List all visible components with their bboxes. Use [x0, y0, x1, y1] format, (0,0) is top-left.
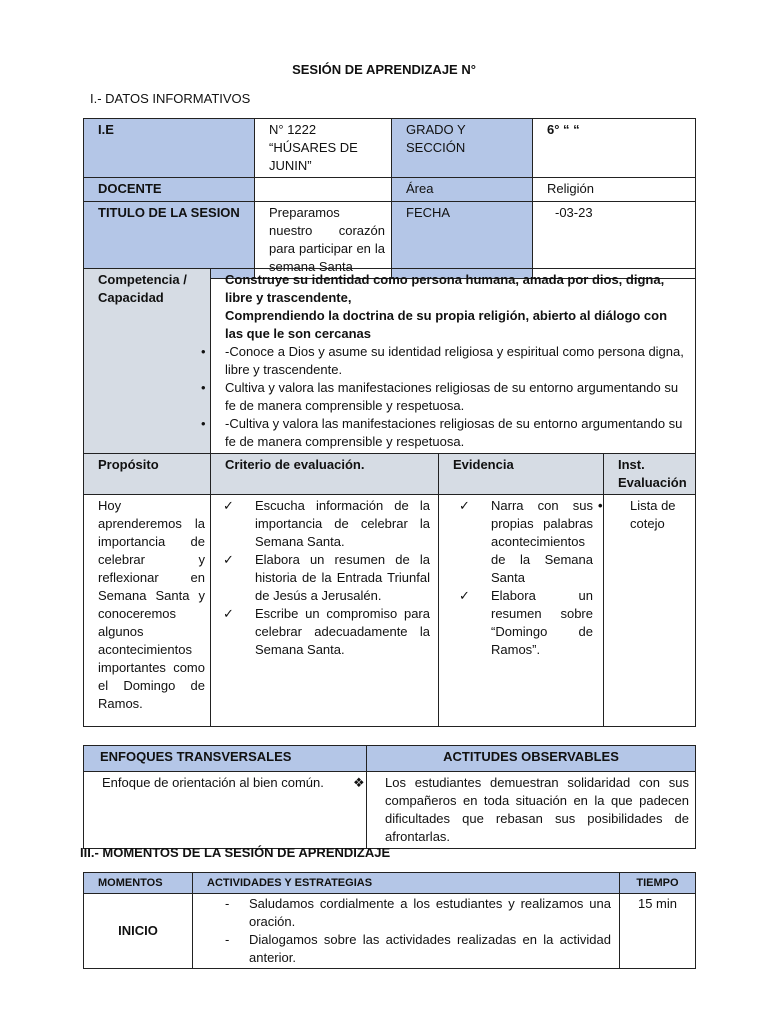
criterio-item: ✓ Elabora un resumen de la historia de la Entrada Triunfal de Jesús a Jerusalén.: [223, 552, 430, 603]
fecha-label: FECHA: [392, 202, 533, 279]
tiempo-value: 15 min: [620, 894, 696, 969]
inicio-label: INICIO: [84, 894, 193, 969]
competencia-text: Construye su identidad como persona humana, amada por dios, digna, libre y trascendente,: [225, 272, 665, 305]
evidencia-item: ✓ Elabora un resumen sobre “Domingo de Ramos”.: [459, 588, 593, 657]
ie-label: I.E: [84, 119, 255, 178]
capacidad-text: Comprendiendo la doctrina de su propia religión, abierto al diálogo con las que le son cercanas: [225, 308, 668, 341]
criterio-item: ✓ Escucha información de la importancia de celebrar la Semana Santa.: [223, 498, 430, 549]
momentos-header: MOMENTOS: [84, 873, 193, 894]
evidencias-cell: [439, 495, 604, 727]
grado-label: GRADO Y SECCIÓN: [392, 119, 533, 178]
momentos-table: [83, 872, 696, 969]
check-icon: ✓: [223, 552, 234, 567]
enfoques-table: [83, 745, 696, 849]
page-title: SESIÓN DE APRENDIZAJE N°: [292, 62, 476, 77]
enfoques-header: ENFOQUES TRANSVERSALES: [84, 746, 367, 772]
docente-value: [255, 178, 392, 202]
grado-value: 6° “ “: [533, 119, 696, 178]
criterios-cell: [211, 495, 439, 727]
bullet-icon: •: [201, 380, 206, 395]
section-datos-informativos: I.- DATOS INFORMATIVOS: [90, 91, 251, 106]
check-icon: ✓: [459, 588, 470, 603]
check-icon: ✓: [223, 606, 234, 621]
competencia-content: [201, 269, 696, 454]
competencia-label: Competencia / Capacidad: [84, 269, 211, 454]
criterio-item: ✓ Escribe un compromiso para celebrar adecuadamente la Semana Santa.: [223, 606, 430, 657]
actividad-item: - Saludamos cordialmente a los estudiantes y realizamos una oración.: [225, 896, 611, 929]
instrumento-item: • Lista de cotejo: [598, 498, 676, 531]
diamond-bullet-icon: ❖: [353, 775, 365, 790]
actividades-cell: [193, 894, 620, 969]
section-momentos: III.- MOMENTOS DE LA SESIÓN DE APRENDIZAJE: [80, 845, 391, 860]
criterio-header: Criterio de evaluación.: [211, 454, 439, 495]
area-label: Área: [392, 178, 533, 202]
evidencia-header: Evidencia: [439, 454, 604, 495]
docente-label: DOCENTE: [84, 178, 255, 202]
proposito-header: Propósito: [84, 454, 211, 495]
fecha-value: -03-23: [533, 202, 696, 279]
enfoque-text: Enfoque de orientación al bien común.: [84, 772, 367, 849]
tiempo-header: TIEMPO: [620, 873, 696, 894]
bullet-icon: •: [201, 416, 206, 431]
area-value: Religión: [533, 178, 696, 202]
check-icon: ✓: [459, 498, 470, 513]
instrumento-cell: [598, 495, 696, 727]
actividad-item: - Dialogamos sobre las actividades realizadas en la actividad anterior.: [225, 932, 611, 965]
instrumento-header: Inst. Evaluación: [604, 454, 696, 495]
actitudes-header: ACTITUDES OBSERVABLES: [367, 746, 696, 772]
competencia-table: [83, 268, 696, 727]
datos-table: [83, 118, 696, 279]
bullet-icon: •: [598, 498, 603, 513]
check-icon: ✓: [223, 498, 234, 513]
titulo-label: TITULO DE LA SESION: [84, 202, 255, 279]
actividades-header: ACTIVIDADES Y ESTRATEGIAS: [193, 873, 620, 894]
actitud-cell: [353, 772, 696, 849]
proposito-text: Hoy aprenderemos la importancia de celebrar y reflexionar en Semana Santa y conoceremos algunos acontecimientos importantes como el Domingo de Ramos.: [84, 495, 211, 727]
ie-value: N° 1222 “HÚSARES DE JUNIN”: [255, 119, 392, 178]
bullet-icon: •: [201, 344, 206, 359]
evidencia-item: ✓ Narra con sus propias palabras acontecimientos de la Semana Santa: [459, 498, 593, 585]
actitud-text: Los estudiantes demuestran solidaridad con sus compañeros en toda situación en la que padecen dificultades que rebasan sus posibilidades de afrontarlas.: [385, 775, 689, 844]
titulo-value: Preparamos nuestro corazón para participar en la semana Santa: [255, 202, 392, 279]
competencia-item: • -Cultiva y valora las manifestaciones religiosas de su entorno argumentando su fe de manera comprensible y respetuosa.: [201, 416, 683, 449]
competencia-item: • Cultiva y valora las manifestaciones religiosas de su entorno argumentando su fe de manera comprensible y respetuosa.: [201, 380, 679, 413]
competencia-item: • -Conoce a Dios y asume su identidad religiosa y espiritual como persona digna, libre y trascendente.: [201, 344, 684, 377]
